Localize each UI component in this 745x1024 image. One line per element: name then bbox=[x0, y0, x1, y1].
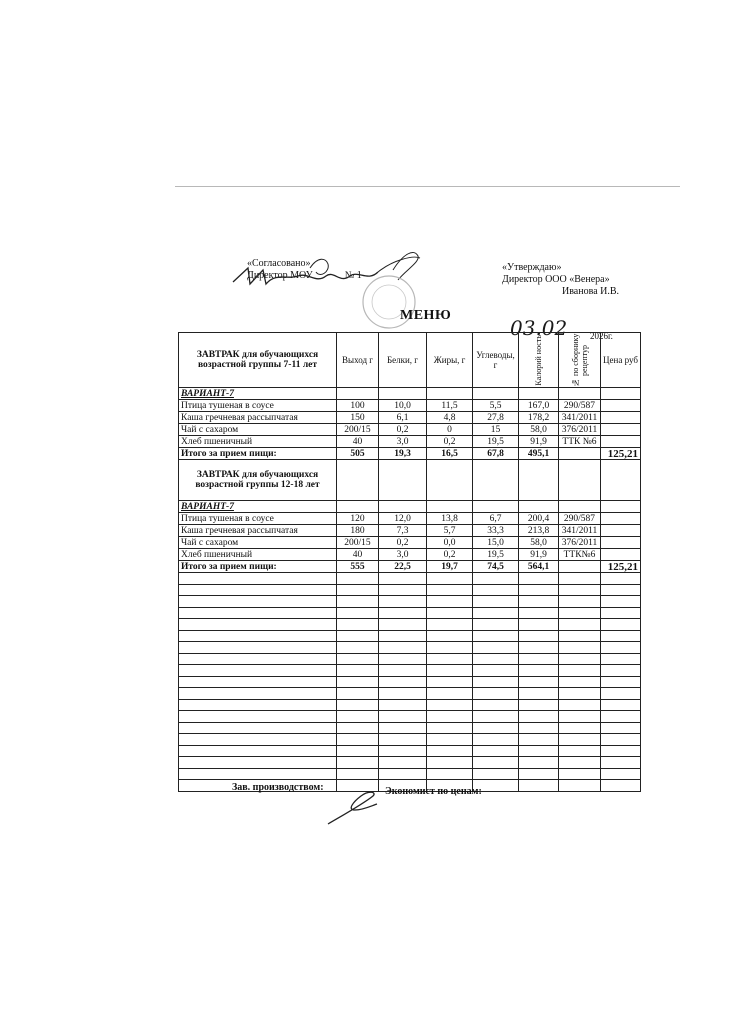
dish-recipe: ТТК№6 bbox=[559, 549, 601, 561]
variant-row bbox=[179, 501, 641, 513]
empty-cell bbox=[473, 757, 519, 769]
empty-cell bbox=[601, 699, 641, 711]
empty-cell bbox=[559, 573, 601, 585]
empty-cell bbox=[337, 607, 379, 619]
empty-row bbox=[179, 607, 641, 619]
dish-carbs: 19,5 bbox=[473, 549, 519, 561]
total-row bbox=[179, 448, 641, 460]
empty-cell bbox=[601, 584, 641, 596]
dish-price bbox=[601, 436, 641, 448]
empty-cell bbox=[427, 745, 473, 757]
empty-cell bbox=[473, 584, 519, 596]
empty-cell bbox=[473, 768, 519, 780]
empty-cell bbox=[179, 642, 337, 654]
empty-cell bbox=[179, 745, 337, 757]
col-price: Цена руб bbox=[601, 333, 641, 388]
total-price: 125,21 bbox=[601, 448, 641, 460]
empty-cell bbox=[601, 607, 641, 619]
empty-cell bbox=[519, 768, 559, 780]
dish-recipe: 341/2011 bbox=[559, 525, 601, 537]
dish-cal: 213,8 bbox=[519, 525, 559, 537]
empty-cell bbox=[379, 630, 427, 642]
footer-production-label: Зав. производством: bbox=[232, 782, 324, 793]
empty-cell bbox=[179, 584, 337, 596]
empty-cell bbox=[427, 584, 473, 596]
total-carbs: 67,8 bbox=[473, 448, 519, 460]
empty-cell bbox=[519, 619, 559, 631]
dish-name: Птица тушеная в соусе bbox=[179, 400, 337, 412]
empty-cell bbox=[519, 722, 559, 734]
empty-cell bbox=[337, 596, 379, 608]
empty-cell bbox=[379, 619, 427, 631]
empty-cell bbox=[337, 699, 379, 711]
total-yield: 555 bbox=[337, 561, 379, 573]
empty-cell bbox=[519, 757, 559, 769]
empty-cell bbox=[179, 619, 337, 631]
empty-cell bbox=[337, 768, 379, 780]
empty-cell bbox=[337, 745, 379, 757]
empty-cell bbox=[179, 757, 337, 769]
empty-cell bbox=[601, 619, 641, 631]
dish-carbs: 33,3 bbox=[473, 525, 519, 537]
empty-cell bbox=[179, 665, 337, 677]
dish-name: Чай с сахаром bbox=[179, 424, 337, 436]
dish-carbs: 19,5 bbox=[473, 436, 519, 448]
empty-cell bbox=[179, 573, 337, 585]
empty-cell bbox=[601, 596, 641, 608]
page-title: МЕНЮ bbox=[400, 308, 452, 323]
empty-cell bbox=[427, 734, 473, 746]
empty-cell bbox=[379, 642, 427, 654]
empty-row bbox=[179, 722, 641, 734]
total-fat: 16,5 bbox=[427, 448, 473, 460]
dish-recipe: 341/2011 bbox=[559, 412, 601, 424]
empty-cell bbox=[473, 630, 519, 642]
dish-recipe: ТТК №6 bbox=[559, 436, 601, 448]
empty-cell bbox=[337, 630, 379, 642]
empty-row bbox=[179, 768, 641, 780]
dish-carbs: 5,5 bbox=[473, 400, 519, 412]
empty-cell bbox=[519, 607, 559, 619]
empty-cell bbox=[427, 699, 473, 711]
empty-cell bbox=[427, 642, 473, 654]
section1-rows bbox=[179, 400, 641, 448]
variant-label: ВАРИАНТ-7 bbox=[179, 501, 337, 513]
empty-cell bbox=[559, 722, 601, 734]
dish-price bbox=[601, 537, 641, 549]
empty-cell bbox=[559, 745, 601, 757]
empty-row bbox=[179, 688, 641, 700]
empty-cell bbox=[601, 780, 641, 792]
empty-cell bbox=[473, 711, 519, 723]
empty-cell bbox=[337, 619, 379, 631]
empty-cell bbox=[427, 676, 473, 688]
total-yield: 505 bbox=[337, 448, 379, 460]
approver-left-suffix: № 1 bbox=[344, 270, 362, 281]
empty-cell bbox=[427, 607, 473, 619]
empty-row bbox=[179, 619, 641, 631]
section2-rows bbox=[179, 513, 641, 561]
empty-cell bbox=[559, 734, 601, 746]
dish-name: Птица тушеная в соусе bbox=[179, 513, 337, 525]
empty-cell bbox=[427, 711, 473, 723]
empty-cell bbox=[559, 642, 601, 654]
dish-carbs: 15 bbox=[473, 424, 519, 436]
dish-yield: 180 bbox=[337, 525, 379, 537]
dish-price bbox=[601, 400, 641, 412]
empty-cell bbox=[427, 722, 473, 734]
table-row bbox=[179, 537, 641, 549]
dish-protein: 10,0 bbox=[379, 400, 427, 412]
empty-cell bbox=[601, 630, 641, 642]
empty-cell bbox=[559, 688, 601, 700]
empty-row bbox=[179, 676, 641, 688]
empty-cell bbox=[179, 688, 337, 700]
empty-cell bbox=[337, 584, 379, 596]
empty-cell bbox=[179, 676, 337, 688]
empty-row bbox=[179, 573, 641, 585]
empty-cell bbox=[337, 653, 379, 665]
empty-cell bbox=[379, 607, 427, 619]
dish-name: Хлеб пшеничный bbox=[179, 549, 337, 561]
signature-footer-image bbox=[325, 788, 380, 828]
empty-cell bbox=[337, 676, 379, 688]
empty-cell bbox=[379, 653, 427, 665]
empty-cell bbox=[379, 745, 427, 757]
empty-cell bbox=[559, 676, 601, 688]
dish-price bbox=[601, 513, 641, 525]
year: 2026г. bbox=[590, 331, 613, 341]
empty-cell bbox=[559, 584, 601, 596]
empty-cell bbox=[379, 596, 427, 608]
empty-cell bbox=[473, 665, 519, 677]
empty-cell bbox=[473, 745, 519, 757]
total-label: Итого за прием пищи: bbox=[179, 448, 337, 460]
empty-row bbox=[179, 711, 641, 723]
empty-cell bbox=[519, 676, 559, 688]
empty-cell bbox=[473, 734, 519, 746]
empty-cell bbox=[601, 745, 641, 757]
dish-fat: 0,2 bbox=[427, 549, 473, 561]
empty-row bbox=[179, 584, 641, 596]
dish-protein: 3,0 bbox=[379, 436, 427, 448]
empty-cell bbox=[559, 619, 601, 631]
empty-cell bbox=[559, 653, 601, 665]
total-cal: 495,1 bbox=[519, 448, 559, 460]
empty-cell bbox=[179, 722, 337, 734]
empty-cell bbox=[601, 768, 641, 780]
dish-cal: 91,9 bbox=[519, 549, 559, 561]
dish-name: Чай с сахаром bbox=[179, 537, 337, 549]
empty-cell bbox=[559, 711, 601, 723]
empty-cell bbox=[379, 573, 427, 585]
empty-cell bbox=[601, 711, 641, 723]
empty-cell bbox=[179, 607, 337, 619]
empty-cell bbox=[601, 676, 641, 688]
empty-cell bbox=[601, 642, 641, 654]
col-fat: Жиры, г bbox=[427, 333, 473, 388]
dish-yield: 40 bbox=[337, 436, 379, 448]
total-price: 125,21 bbox=[601, 561, 641, 573]
table-header-row bbox=[179, 333, 641, 388]
dish-protein: 0,2 bbox=[379, 537, 427, 549]
total-protein: 22,5 bbox=[379, 561, 427, 573]
empty-cell bbox=[427, 757, 473, 769]
empty-cell bbox=[179, 630, 337, 642]
empty-cell bbox=[519, 665, 559, 677]
empty-row bbox=[179, 630, 641, 642]
empty-cell bbox=[601, 722, 641, 734]
empty-cell bbox=[519, 584, 559, 596]
empty-cell bbox=[473, 619, 519, 631]
table-row bbox=[179, 424, 641, 436]
empty-cell bbox=[601, 734, 641, 746]
empty-cell bbox=[601, 688, 641, 700]
empty-cell bbox=[473, 607, 519, 619]
empty-row bbox=[179, 734, 641, 746]
empty-cell bbox=[337, 688, 379, 700]
empty-row bbox=[179, 757, 641, 769]
empty-cell bbox=[337, 665, 379, 677]
dish-yield: 120 bbox=[337, 513, 379, 525]
dish-yield: 200/15 bbox=[337, 537, 379, 549]
dish-protein: 3,0 bbox=[379, 549, 427, 561]
empty-cell bbox=[427, 653, 473, 665]
empty-row bbox=[179, 642, 641, 654]
empty-row bbox=[179, 745, 641, 757]
total-protein: 19,3 bbox=[379, 448, 427, 460]
empty-cell bbox=[427, 596, 473, 608]
variant-label: ВАРИАНТ-7 bbox=[179, 388, 337, 400]
dish-recipe: 376/2011 bbox=[559, 537, 601, 549]
table-row bbox=[179, 400, 641, 412]
empty-cell bbox=[519, 653, 559, 665]
empty-cell bbox=[559, 699, 601, 711]
empty-row bbox=[179, 653, 641, 665]
dish-fat: 13,8 bbox=[427, 513, 473, 525]
empty-cell bbox=[559, 630, 601, 642]
empty-cell bbox=[379, 676, 427, 688]
dish-cal: 178,2 bbox=[519, 412, 559, 424]
handwritten-date: 03.02 bbox=[510, 316, 568, 340]
table-row bbox=[179, 412, 641, 424]
empty-cell bbox=[179, 699, 337, 711]
dish-name: Каша гречневая рассыпчатая bbox=[179, 525, 337, 537]
approver-left: Директор МОУ bbox=[247, 270, 313, 281]
empty-cell bbox=[473, 722, 519, 734]
dish-cal: 58,0 bbox=[519, 537, 559, 549]
dish-fat: 4,8 bbox=[427, 412, 473, 424]
empty-cell bbox=[559, 768, 601, 780]
table-row bbox=[179, 525, 641, 537]
empty-cell bbox=[337, 757, 379, 769]
dish-price bbox=[601, 412, 641, 424]
total-row bbox=[179, 561, 641, 573]
dish-cal: 200,4 bbox=[519, 513, 559, 525]
empty-cell bbox=[559, 596, 601, 608]
approver-right: Директор ООО «Венера» bbox=[502, 274, 610, 285]
dish-protein: 0,2 bbox=[379, 424, 427, 436]
approval-right-block bbox=[502, 262, 619, 298]
total-fat: 19,7 bbox=[427, 561, 473, 573]
empty-cell bbox=[179, 653, 337, 665]
empty-cell bbox=[379, 711, 427, 723]
table-row bbox=[179, 436, 641, 448]
empty-cell bbox=[473, 653, 519, 665]
empty-cell bbox=[519, 711, 559, 723]
empty-cell bbox=[559, 665, 601, 677]
empty-cell bbox=[179, 734, 337, 746]
col-protein: Белки, г bbox=[379, 333, 427, 388]
approver-right-name: Иванова И.В. bbox=[562, 286, 620, 297]
empty-cell bbox=[559, 780, 601, 792]
dish-cal: 58,0 bbox=[519, 424, 559, 436]
dish-yield: 40 bbox=[337, 549, 379, 561]
empty-cell bbox=[519, 596, 559, 608]
empty-cell bbox=[473, 573, 519, 585]
approved-right-label: «Утверждаю» bbox=[502, 262, 562, 273]
empty-cell bbox=[519, 688, 559, 700]
dish-yield: 150 bbox=[337, 412, 379, 424]
empty-cell bbox=[379, 757, 427, 769]
menu-table bbox=[178, 332, 641, 792]
empty-cell bbox=[601, 665, 641, 677]
empty-cell bbox=[427, 768, 473, 780]
dish-protein: 12,0 bbox=[379, 513, 427, 525]
table-row bbox=[179, 513, 641, 525]
empty-cell bbox=[427, 665, 473, 677]
empty-row bbox=[179, 596, 641, 608]
dish-fat: 0 bbox=[427, 424, 473, 436]
col-calories: Калорий ность bbox=[534, 334, 543, 386]
empty-cell bbox=[379, 722, 427, 734]
empty-row bbox=[179, 699, 641, 711]
empty-cell bbox=[601, 757, 641, 769]
empty-cell bbox=[379, 584, 427, 596]
dish-carbs: 6,7 bbox=[473, 513, 519, 525]
empty-cell bbox=[519, 699, 559, 711]
dish-fat: 0,2 bbox=[427, 436, 473, 448]
empty-cell bbox=[379, 665, 427, 677]
empty-cell bbox=[473, 642, 519, 654]
meal2-header-row bbox=[179, 460, 641, 501]
empty-cell bbox=[379, 699, 427, 711]
empty-cell bbox=[337, 722, 379, 734]
empty-cell bbox=[379, 734, 427, 746]
empty-cell bbox=[179, 711, 337, 723]
dish-yield: 100 bbox=[337, 400, 379, 412]
dish-cal: 167,0 bbox=[519, 400, 559, 412]
empty-cell bbox=[601, 573, 641, 585]
empty-cell bbox=[337, 734, 379, 746]
empty-cell bbox=[473, 596, 519, 608]
dish-price bbox=[601, 525, 641, 537]
empty-cell bbox=[427, 630, 473, 642]
dish-carbs: 27,8 bbox=[473, 412, 519, 424]
empty-cell bbox=[337, 711, 379, 723]
empty-cell bbox=[519, 642, 559, 654]
empty-cell bbox=[427, 688, 473, 700]
empty-cell bbox=[559, 757, 601, 769]
empty-cell bbox=[379, 688, 427, 700]
empty-cell bbox=[337, 642, 379, 654]
dish-recipe: 290/587 bbox=[559, 513, 601, 525]
empty-cell bbox=[427, 573, 473, 585]
approved-label: «Согласовано» bbox=[247, 258, 311, 269]
empty-cell bbox=[337, 573, 379, 585]
col-yield: Выход г bbox=[337, 333, 379, 388]
table-row bbox=[179, 549, 641, 561]
empty-cell bbox=[519, 630, 559, 642]
empty-cell bbox=[601, 653, 641, 665]
col-carbs: Углеводы, г bbox=[473, 333, 519, 388]
total-label: Итого за прием пищи: bbox=[179, 561, 337, 573]
variant-row bbox=[179, 388, 641, 400]
empty-cell bbox=[379, 768, 427, 780]
blank-rows bbox=[179, 573, 641, 792]
empty-cell bbox=[559, 607, 601, 619]
empty-row bbox=[179, 665, 641, 677]
dish-price bbox=[601, 549, 641, 561]
footer-economist-label: Экономист по ценам: bbox=[385, 786, 482, 797]
dish-name: Хлеб пшеничный bbox=[179, 436, 337, 448]
dish-recipe: 376/2011 bbox=[559, 424, 601, 436]
dish-fat: 0,0 bbox=[427, 537, 473, 549]
total-cal: 564,1 bbox=[519, 561, 559, 573]
dish-cal: 91,9 bbox=[519, 436, 559, 448]
col-recipe: № по сборнику рецептур bbox=[570, 333, 589, 387]
empty-cell bbox=[473, 688, 519, 700]
col-meal: ЗАВТРАК для обучающихся возрастной группы 7-11 лет bbox=[179, 333, 337, 388]
empty-cell bbox=[473, 699, 519, 711]
total-carbs: 74,5 bbox=[473, 561, 519, 573]
dish-carbs: 15,0 bbox=[473, 537, 519, 549]
empty-cell bbox=[179, 768, 337, 780]
dish-protein: 6,1 bbox=[379, 412, 427, 424]
empty-cell bbox=[519, 745, 559, 757]
dish-recipe: 290/587 bbox=[559, 400, 601, 412]
dish-protein: 7,3 bbox=[379, 525, 427, 537]
dish-yield: 200/15 bbox=[337, 424, 379, 436]
top-divider bbox=[175, 186, 680, 187]
meal2-label: ЗАВТРАК для обучающихся возрастной группы 12-18 лет bbox=[179, 460, 337, 501]
empty-cell bbox=[519, 573, 559, 585]
empty-cell bbox=[179, 596, 337, 608]
dish-name: Каша гречневая рассыпчатая bbox=[179, 412, 337, 424]
empty-cell bbox=[519, 734, 559, 746]
dish-price bbox=[601, 424, 641, 436]
empty-cell bbox=[473, 676, 519, 688]
dish-fat: 5,7 bbox=[427, 525, 473, 537]
empty-cell bbox=[427, 619, 473, 631]
empty-cell bbox=[519, 780, 559, 792]
dish-fat: 11,5 bbox=[427, 400, 473, 412]
